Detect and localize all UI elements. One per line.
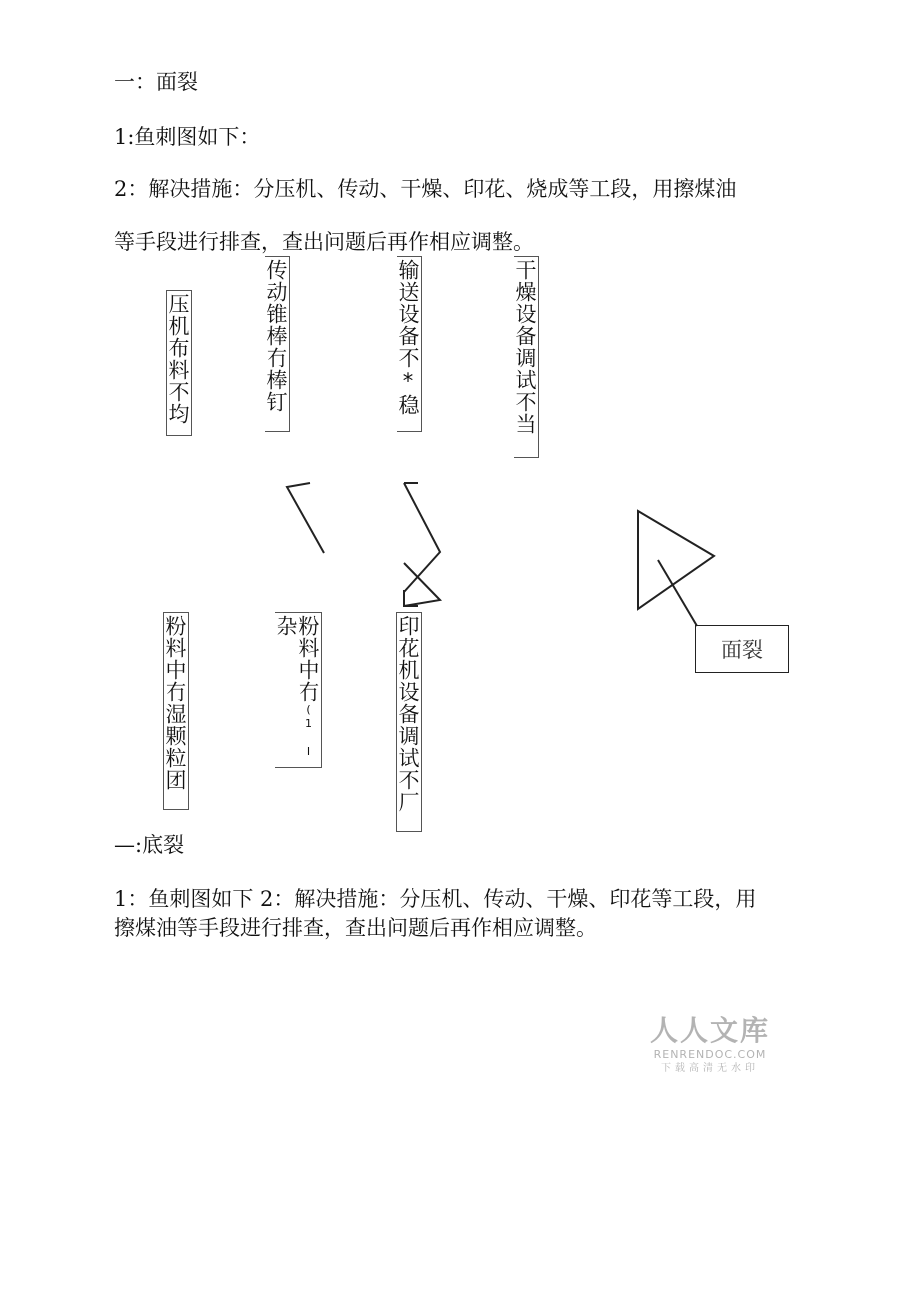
watermark-title: 人人文库 [649,1014,770,1047]
cause-box-dryer: 干燥设备调试不当 [514,256,539,458]
bone-line-1 [287,483,324,553]
watermark-url: RENRENDOC.COM [653,1048,767,1061]
section2-line-1: 1：鱼刺图如下 2：解决措施：分压机、传动、干燥、印花等工段，用 [114,887,757,911]
cause-box-transmission-rod: 传动锥棒冇棒钉 [265,256,290,432]
bone-line-2 [404,483,440,592]
section2-line-2: 擦煤油等手段进行排查，查出问题后再作相应调整。 [114,916,597,940]
watermark-subtitle: 下载高清无水印 [661,1063,759,1074]
cause-small-text: (1 I [302,703,315,759]
measures-line-2: 等手段进行排查，查出问题后再作相应调整。 [114,230,534,254]
section1-heading: 一：面裂 [114,70,198,94]
head-connector-line [658,560,697,626]
fish-head-triangle [638,511,714,609]
cause-box-wet-granules: 粉料中冇湿颗粒团 [163,612,189,810]
cause-box-printing-machine: 印花机设备调试不厂 [396,612,422,832]
fishbone-intro: 1:鱼刺图如下： [114,125,261,149]
measures-line-1: 2：解决措施：分压机、传动、干燥、印花、烧成等工段，用擦煤油 [114,177,737,201]
watermark-logo [630,1014,790,1076]
section2-heading: —:底裂 [114,833,185,857]
effect-box-face-crack: 面裂 [695,625,789,673]
cause-box-press-material: 压机布料不均 [166,290,192,436]
cause-box-conveyor: 输送设备不*稳 [397,256,422,432]
cause-box-powder-impurity: 粉料中冇(1 I杂 [275,612,322,768]
bone-line-5 [404,563,440,606]
